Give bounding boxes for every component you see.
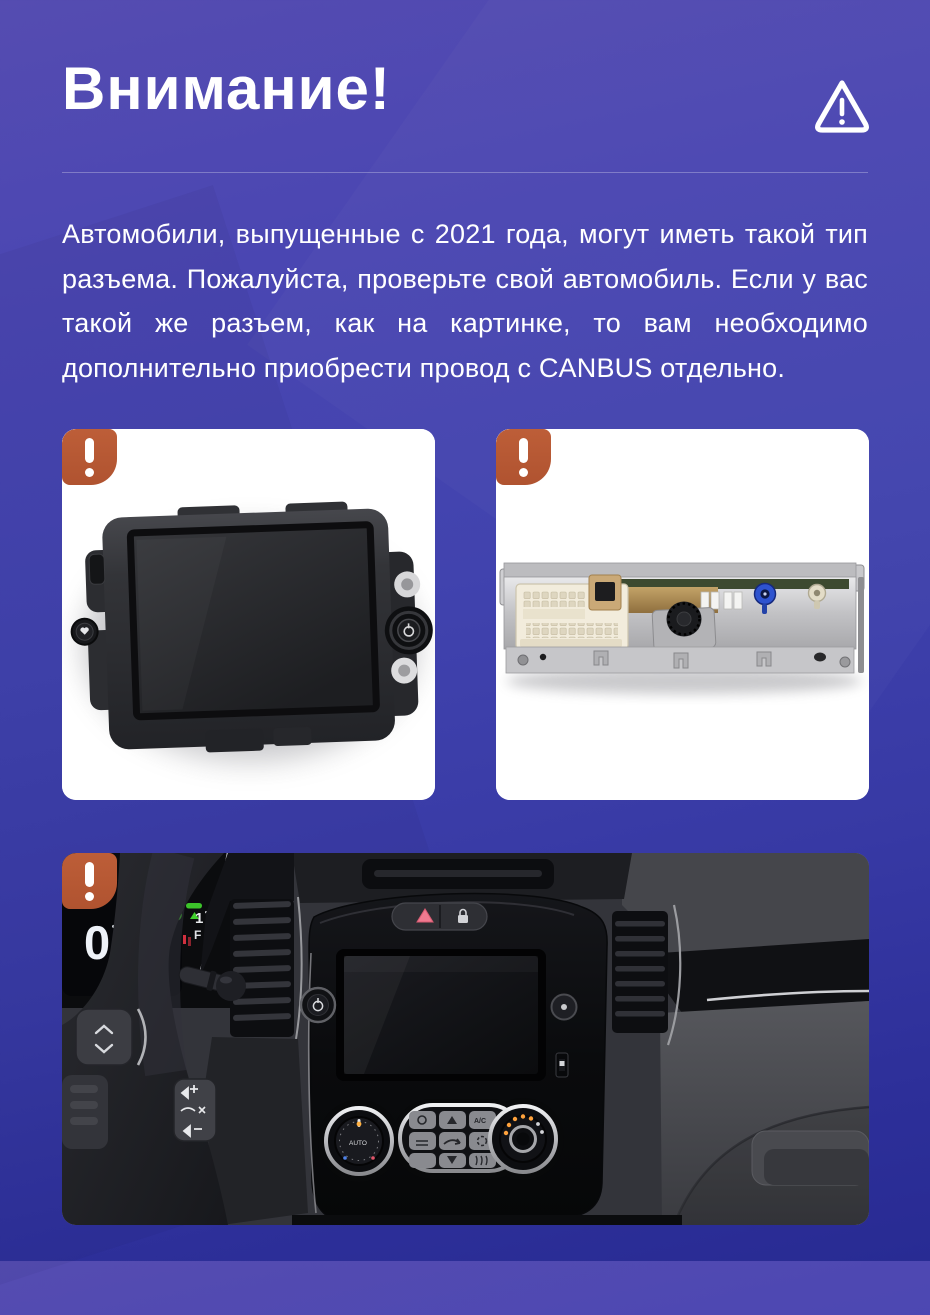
hazard-button-cluster xyxy=(392,903,487,930)
warning-badge xyxy=(62,853,117,909)
warning-triangle-icon xyxy=(812,76,872,138)
warning-badge xyxy=(496,429,551,485)
page-title: Внимание! xyxy=(62,56,391,122)
fan-knob xyxy=(490,1106,556,1172)
dashboard-photo xyxy=(62,853,869,1225)
radio-front-photo xyxy=(62,429,435,800)
usb-port xyxy=(556,1053,568,1077)
exclamation-icon xyxy=(85,438,94,463)
card-dashboard xyxy=(62,853,869,1225)
radio-left-button xyxy=(71,618,98,645)
console-power-button xyxy=(301,988,335,1022)
cards-row xyxy=(62,429,869,800)
exclamation-icon xyxy=(85,862,94,887)
console-right-button xyxy=(552,995,577,1020)
divider xyxy=(62,172,868,173)
svg-text:A/C: A/C xyxy=(474,1118,486,1125)
left-air-vent xyxy=(230,897,302,1039)
exclamation-icon xyxy=(519,438,528,463)
glovebox xyxy=(752,1131,869,1185)
temperature-knob xyxy=(326,1108,392,1174)
card-radio-front xyxy=(62,429,435,800)
tan-connector xyxy=(589,575,621,610)
svg-text:0: 0 xyxy=(84,916,110,969)
volume-stalk xyxy=(174,1079,216,1141)
center-knob xyxy=(667,602,702,637)
center-console xyxy=(301,894,607,1223)
svg-text:F: F xyxy=(194,928,201,942)
card-radio-rear xyxy=(496,429,869,800)
warning-badge xyxy=(62,429,117,485)
svg-text:1: 1 xyxy=(195,910,203,927)
radio-rear-photo xyxy=(496,429,869,800)
svg-text:AUTO: AUTO xyxy=(349,1140,367,1147)
intro-text: Автомобили, выпущенные с 2021 года, могут иметь такой тип разъема. Пожалуйста, проверьте свой автомобиль. Если у вас такой же разъем, как на картинке, то вам необходимо дополнительно приобрести провод с CANBUS отдельно. xyxy=(62,212,868,390)
